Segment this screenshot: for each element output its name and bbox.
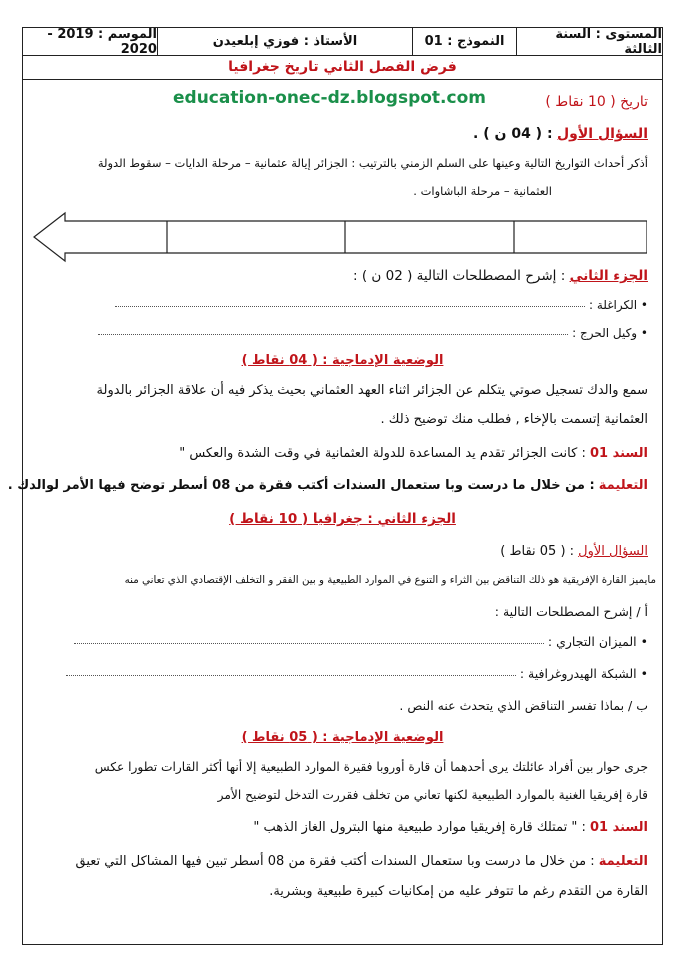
geography-situation-title: الوضعية الإدماجية : ( 05 نقاط )	[241, 730, 444, 745]
history-points: ( 10 نقاط )	[545, 94, 616, 110]
geography-situation-line2: قارة إفريقيا الغنية بالموارد الطبيعية لكنها تعاني من تخلف فقررت التدخل لتوضيح الأمر	[217, 788, 648, 802]
history-title	[545, 94, 648, 110]
answer-line	[115, 305, 585, 307]
history-situation-line2: العثمانية إتسمت بالإخاء , فطلب منك توضيح ذلك .	[380, 412, 648, 427]
history-task	[8, 478, 648, 493]
teacher-text: الأستاذ : فوزي إبلعيدن	[212, 34, 358, 49]
model-cell	[413, 28, 517, 55]
geography-q1	[500, 544, 648, 559]
geography-title-text: الجزء الثاني : جغرافيا ( 10 نقاط )	[229, 511, 456, 527]
history-q1	[473, 126, 648, 142]
exam-subtitle: فرض الفصل الثاني تاريخ جغرافيا	[23, 55, 662, 80]
timeline-scale	[31, 211, 647, 263]
geography-situation-line1: جرى حوار بين أفراد عائلتك يرى أحدهما أن قارة أوروبا فقيرة الموارد الطبيعية إلا أنها أكثر القارات تطورا عكس	[94, 760, 648, 774]
teacher-cell	[158, 28, 413, 55]
geography-task-label: التعليمة	[598, 854, 648, 869]
geography-term1: • الميزان التجاري :	[547, 634, 648, 649]
geography-q1-label: السؤال الأول	[578, 544, 648, 559]
answer-line	[98, 333, 568, 335]
exam-page	[7, 26, 663, 945]
history-q1-label: السؤال الأول	[557, 126, 648, 142]
level-text: المستوى : السنة الثالثة	[555, 26, 662, 57]
history-part2-label: الجزء الثاني	[569, 268, 648, 284]
season-cell	[23, 28, 158, 55]
history-term1-row	[115, 298, 648, 312]
history-situation-line1: سمع والدك تسجيل صوتي يتكلم عن الجزائر اثناء العهد العثماني بحيث يذكر فيه أن علاقة الجزائر بالدولة	[96, 383, 648, 398]
history-situation-title: الوضعية الإدماجية : ( 04 نقاط )	[241, 353, 444, 368]
history-part2-text: : إشرح المصطلحات التالية ( 02 ن ) :	[353, 268, 566, 284]
history-q1-line1: أذكر أحداث التواريخ التالية وعينها على السلم الزمني بالترتيب : الجزائر إيالة عثمانية – مرحلة الدايات – سقوط الدولة	[97, 156, 648, 170]
geography-task	[76, 854, 649, 869]
geography-sanad	[253, 820, 648, 835]
history-part2	[353, 268, 648, 284]
level-cell	[517, 28, 662, 55]
season-text: الموسم : 2019 - 2020	[47, 26, 157, 57]
history-term2: • وكيل الحرج :	[572, 326, 648, 340]
history-q1-points: : ( 04 ن ) .	[473, 126, 553, 142]
history-task-label: التعليمة	[598, 478, 648, 493]
geography-q1-text: مايميز القارة الإفريقية هو ذلك التناقض بين الثراء و التنوع في الموارد الطبيعية و بين الفقر و التخلف الإقتصادي الذي تعاني منه	[124, 574, 656, 586]
geography-term2-row	[66, 666, 648, 681]
history-term1: • الكراغلة :	[588, 298, 648, 312]
history-task-text: : من خلال ما درست وبا ستعمال السندات أكتب فقرة من 08 أسطر توضح فيها الأمر لوالدك .	[7, 478, 595, 493]
history-sanad	[179, 446, 648, 461]
geography-sanad-label: السند 01	[589, 820, 648, 835]
blog-watermark: education-onec-dz.blogspot.com	[173, 88, 486, 108]
history-sanad-label: السند 01	[589, 446, 648, 461]
history-term2-row	[98, 326, 648, 340]
history-q1-line2: العثمانية – مرحلة الباشاوات .	[413, 184, 552, 198]
geography-title	[23, 511, 662, 527]
geography-task-line1: : من خلال ما درست وبا ستعمال السندات أكتب فقرة من 08 أسطر تبين فيها المشاكل التي تعيق	[75, 854, 595, 869]
model-text: النموذج : 01	[424, 34, 505, 49]
timeline-arrow	[34, 213, 647, 261]
answer-line	[66, 674, 516, 676]
history-sanad-text: : كانت الجزائر تقدم يد المساعدة للدولة العثمانية في وقت الشدة والعكس "	[179, 446, 586, 461]
geography-b: ب / بماذا تفسر التناقض الذي يتحدث عنه النص .	[399, 698, 648, 713]
header-table	[23, 28, 662, 56]
geography-a: أ / إشرح المصطلحات التالية :	[494, 604, 648, 619]
history-title-text: تاريخ	[620, 94, 648, 110]
geography-sanad-text: : " تمتلك قارة إفريقيا موارد طبيعية منها البترول الغاز الذهب "	[253, 820, 586, 835]
geography-q1-points: : ( 05 نقاط )	[500, 544, 575, 559]
geography-term2: • الشبكة الهيدروغرافية :	[519, 666, 648, 681]
geography-term1-row	[74, 634, 648, 649]
answer-line	[74, 642, 544, 644]
geography-task-line2: القارة من التقدم رغم ما تتوفر عليه من إمكانيات كبيرة طبيعية وبشرية.	[269, 884, 648, 899]
